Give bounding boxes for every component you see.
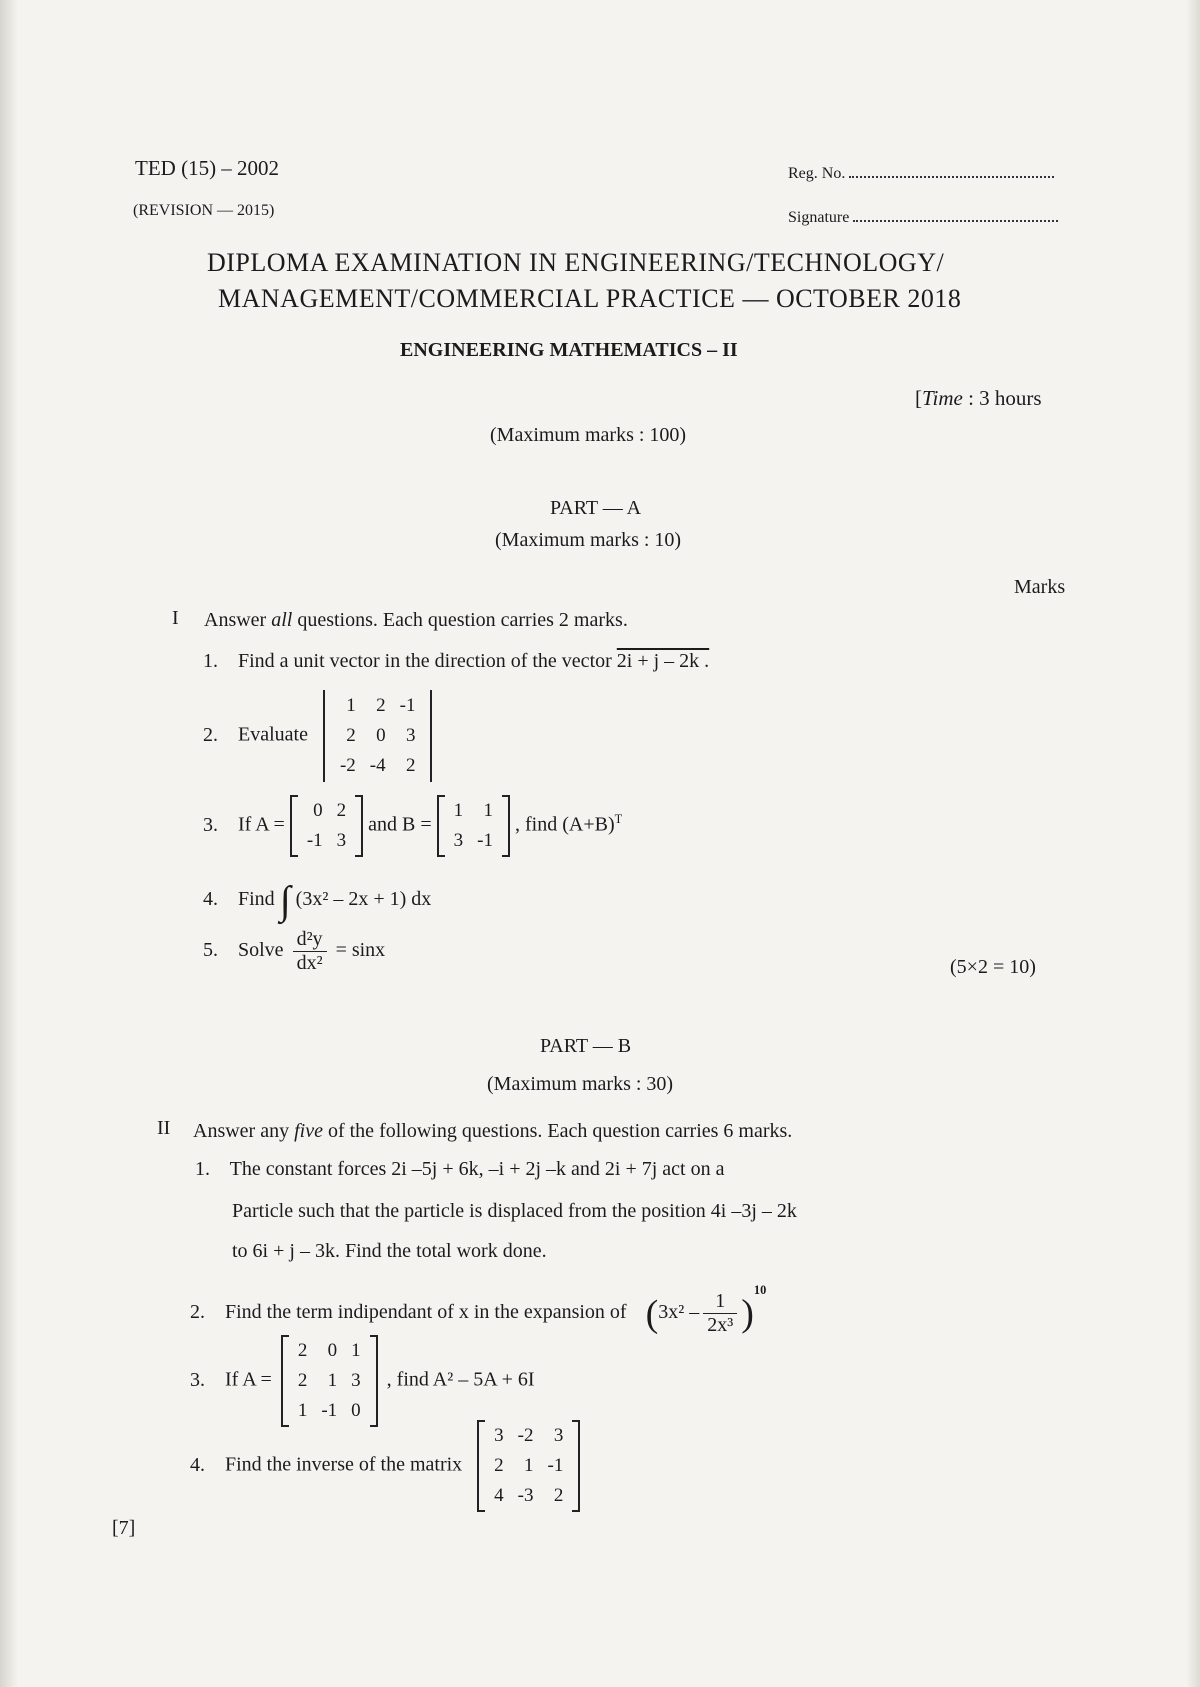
part-b-instruction [193, 1120, 792, 1143]
matrix-a [281, 1335, 378, 1427]
matrix-cell: 4 [494, 1485, 504, 1506]
question-text: Find the term indipendant of x in the expansion of [225, 1301, 627, 1324]
question-text: The constant forces 2i –5j + 6k, –i + 2j –k and 2i + 7j act on a [229, 1158, 725, 1180]
question-number: 4. [203, 888, 218, 910]
question-number: 2. [203, 723, 218, 746]
determinant [323, 690, 432, 782]
question-text: Solve [238, 939, 284, 962]
det-cell: -4 [369, 755, 386, 776]
paper-code: TED (15) – 2002 [135, 156, 280, 180]
matrix-grid [300, 796, 353, 856]
question-b2: 2. Find the term indipendant of x in the expansion of (3x² – $\frac{1}{\text{2x³}}$ )$^{10}$ [190, 1283, 767, 1336]
det-cell: 2 [376, 695, 386, 716]
question-a4 [203, 877, 432, 923]
det-cell: 3 [405, 725, 416, 746]
question-b3 [190, 1335, 535, 1427]
question-text: If A = [225, 1368, 272, 1391]
part-b-heading: PART — B [540, 1035, 632, 1057]
matrix-cell: -2 [517, 1425, 534, 1446]
question-number: 3. [203, 813, 218, 836]
matrix-grid [291, 1336, 368, 1426]
question-number: 1. [195, 1158, 210, 1180]
question-text: Find [238, 888, 275, 910]
derivative-fraction [293, 928, 327, 975]
integral-sign: ∫ [279, 877, 291, 923]
matrix-grid [447, 796, 500, 856]
matrix-cell: 0 [327, 1340, 338, 1361]
question-b1 [195, 1158, 724, 1181]
marks-column-label: Marks [1014, 576, 1066, 598]
matrix-cell: 1 [524, 1455, 534, 1476]
matrix-cell: 3 [351, 1370, 361, 1391]
question-b1-line-3: to 6i + j – 3k. Find the total work done. [232, 1240, 547, 1262]
question-number: 2. [190, 1301, 205, 1324]
fraction-denominator: 2x³ [707, 1314, 734, 1336]
vector-expression: 2i + j – 2k . [616, 650, 710, 672]
matrix-cell: 3 [453, 830, 464, 851]
matrix-cell: -3 [517, 1485, 534, 1506]
matrix-cell: 2 [297, 1340, 308, 1361]
transpose-superscript: T [614, 811, 623, 826]
matrix-cell: 3 [494, 1425, 504, 1446]
left-paren: ( [645, 1292, 659, 1335]
det-cell: 0 [376, 725, 386, 746]
part-a-heading: PART — A [550, 497, 642, 519]
binomial-fraction [703, 1290, 737, 1337]
matrix-cell: 1 [351, 1340, 361, 1361]
question-a2 [203, 690, 432, 782]
matrix-cell: -1 [477, 830, 493, 851]
instruction-text: Answer any [193, 1120, 290, 1142]
matrix-grid [487, 1421, 570, 1511]
signature-dotted-line [853, 206, 1058, 222]
page-edge-shadow-right [1186, 0, 1200, 1687]
fraction-numerator: 1 [703, 1290, 737, 1314]
right-paren: ) [741, 1292, 754, 1335]
question-text: and B = [368, 813, 432, 836]
determinant-grid [333, 691, 422, 781]
equation-rhs: = sinx [335, 939, 386, 962]
matrix-m [477, 1420, 580, 1512]
matrix-cell: 0 [351, 1400, 361, 1421]
matrix-cell: 1 [327, 1370, 338, 1391]
time-allowed: [Time : 3 hours [915, 386, 1042, 410]
question-text: , find A² – 5A + 6I [386, 1368, 535, 1391]
signature-label: Signature [788, 209, 850, 226]
signature-field [788, 206, 1058, 227]
instruction-emphasis: five [294, 1120, 323, 1142]
question-b1-line-2: Particle such that the particle is displaced from the position 4i –3j – 2k [232, 1200, 797, 1222]
page-number: [7] [112, 1517, 136, 1539]
question-text: , find (A+B) [515, 813, 615, 836]
part-a-roman: I [172, 607, 179, 629]
reg-no-label: Reg. No. [788, 165, 846, 182]
reg-no-field [788, 162, 1054, 183]
matrix-cell: 0 [313, 800, 323, 821]
det-cell: -2 [339, 755, 356, 776]
reg-no-dotted-line [849, 162, 1054, 178]
fraction-denominator: dx² [296, 952, 323, 974]
question-number: 3. [190, 1368, 205, 1391]
question-text: Find the inverse of the matrix [225, 1453, 463, 1476]
matrix-cell: 1 [453, 800, 464, 821]
question-a3 [203, 795, 622, 857]
matrix-cell: 2 [494, 1455, 504, 1476]
matrix-cell: -1 [321, 1400, 338, 1421]
matrix-cell: 2 [553, 1485, 564, 1506]
revision-label: (REVISION — 2015) [133, 202, 275, 219]
det-cell: 2 [405, 755, 416, 776]
question-text: If A = [238, 813, 285, 836]
matrix-b [437, 795, 510, 857]
matrix-cell: -1 [547, 1455, 564, 1476]
part-b-max-marks: (Maximum marks : 30) [487, 1073, 674, 1095]
matrix-cell: 3 [336, 830, 347, 851]
instruction-text: Answer [204, 609, 267, 631]
det-cell: -1 [399, 695, 416, 716]
question-a1 [203, 650, 709, 673]
time-value: : 3 hours [968, 386, 1042, 410]
matrix-cell: -1 [306, 830, 323, 851]
subject-title: ENGINEERING MATHEMATICS – II [400, 339, 738, 361]
matrix-cell: 1 [483, 800, 493, 821]
question-number: 4. [190, 1453, 205, 1476]
det-cell: 1 [346, 695, 356, 716]
part-a-instruction [204, 609, 628, 632]
question-number: 1. [203, 650, 218, 672]
matrix-cell: 1 [297, 1400, 308, 1421]
question-b4 [190, 1420, 580, 1512]
det-cell: 2 [346, 725, 356, 746]
matrix-cell: 2 [336, 800, 347, 821]
page-edge-shadow-left [0, 0, 18, 1687]
fraction-numerator: d²y [293, 928, 327, 952]
part-a-marks-scheme: (5×2 = 10) [950, 956, 1036, 978]
matrix-cell: 3 [553, 1425, 564, 1446]
binomial-power: 10 [753, 1283, 767, 1298]
time-label: Time [922, 386, 963, 410]
part-b-roman: II [157, 1117, 171, 1139]
matrix-cell: 2 [297, 1370, 308, 1391]
maximum-marks-total: (Maximum marks : 100) [490, 424, 687, 446]
part-a-max-marks: (Maximum marks : 10) [495, 529, 682, 551]
instruction-emphasis: all [271, 609, 293, 631]
instruction-text: of the following questions. Each question carries 6 marks. [327, 1120, 793, 1142]
matrix-a [290, 795, 363, 857]
integrand: (3x² – 2x + 1) dx [295, 888, 432, 910]
instruction-text: questions. Each question carries 2 marks. [297, 609, 628, 631]
question-text: Find a unit vector in the direction of the vector [238, 650, 612, 672]
question-number: 5. [203, 939, 218, 962]
question-text: Evaluate [238, 723, 308, 746]
binomial-term: 3x² [658, 1301, 685, 1324]
question-a5 [203, 928, 385, 975]
exam-title-line-1: DIPLOMA EXAMINATION IN ENGINEERING/TECHNOLOGY/ [207, 248, 945, 277]
exam-title-line-2: MANAGEMENT/COMMERCIAL PRACTICE — OCTOBER 2018 [218, 284, 962, 313]
